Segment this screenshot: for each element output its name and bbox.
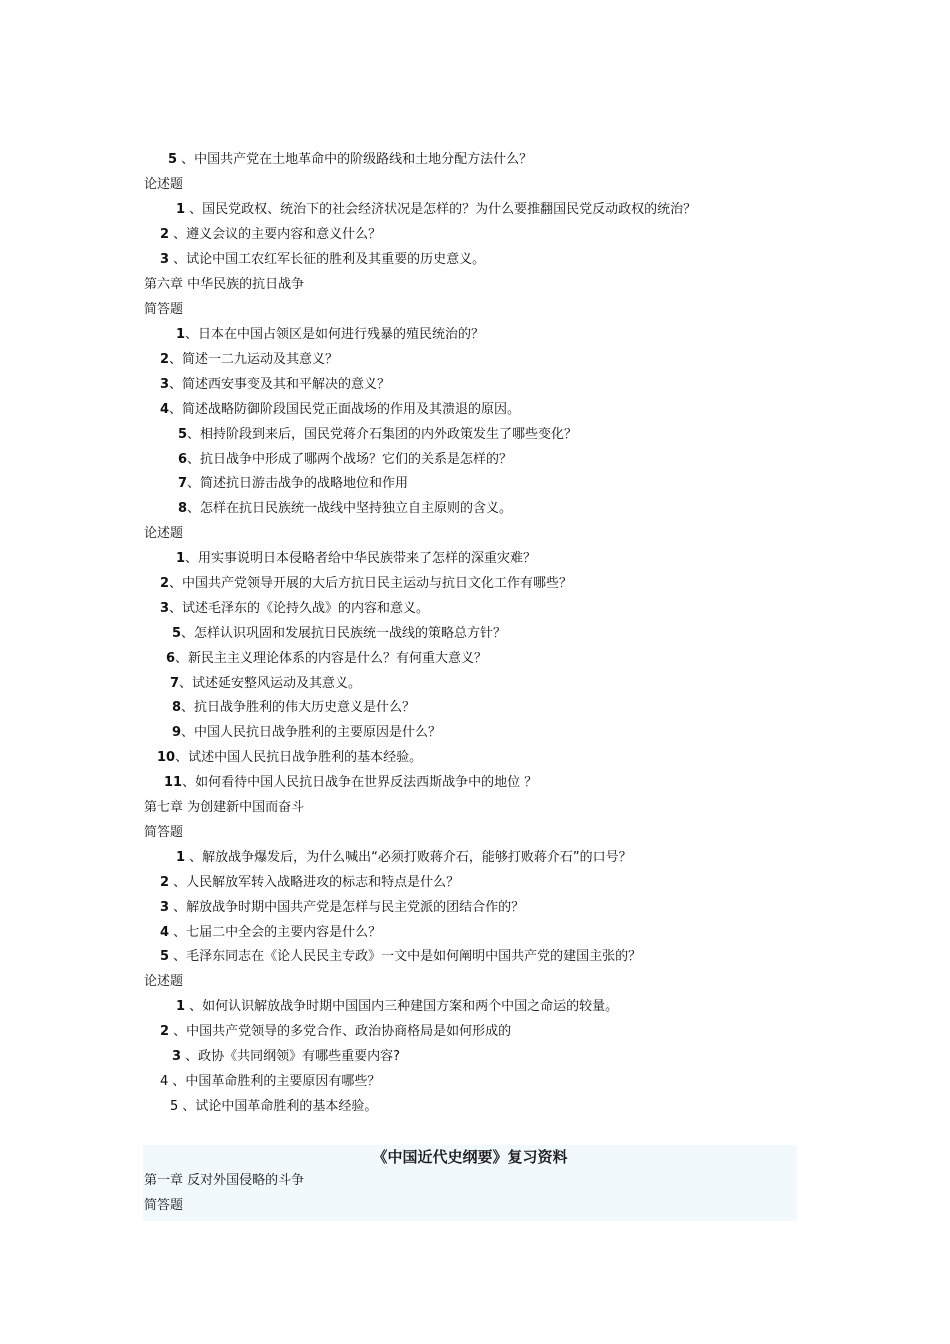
question-line: 4 、七届二中全会的主要内容是什么？ xyxy=(160,925,382,940)
chapter-title: 第七章 为创建新中国而奋斗 xyxy=(144,800,305,815)
question-line: 10、试述中国人民抗日战争胜利的基本经验。 xyxy=(157,750,423,765)
question-line: 5 、试论中国革命胜利的基本经验。 xyxy=(170,1099,378,1114)
section-label: 论述题 xyxy=(144,177,184,192)
question-line: 3 、政协《共同纲领》有哪些重要内容? xyxy=(172,1049,401,1064)
chapter-title: 第六章 中华民族的抗日战争 xyxy=(144,277,305,292)
question-line: 2 、中国共产党领导的多党合作、政治协商格局是如何形成的 xyxy=(160,1024,512,1039)
question-line: 5 、中国共产党在土地革命中的阶级路线和土地分配方法什么？ xyxy=(168,152,533,167)
question-line: 3 、试论中国工农红军长征的胜利及其重要的历史意义。 xyxy=(160,252,486,267)
question-line: 4、简述战略防御阶段国民党正面战场的作用及其溃退的原因。 xyxy=(160,402,521,417)
question-line: 1、日本在中国占领区是如何进行残暴的殖民统治的？ xyxy=(176,327,485,342)
question-line: 1 、国民党政权、统治下的社会经济状况是怎样的？为什么要推翻国民党反动政权的统治？ xyxy=(176,202,697,217)
question-line: 1 、解放战争爆发后，为什么喊出“必须打败蒋介石，能够打败蒋介石”的口号？ xyxy=(176,850,632,865)
question-line: 7、试述延安整风运动及其意义。 xyxy=(170,676,362,691)
question-line: 3 、解放战争时期中国共产党是怎样与民主党派的团结合作的？ xyxy=(160,900,525,915)
question-line: 5、怎样认识巩固和发展抗日民族统一战线的策略总方针？ xyxy=(172,626,507,641)
question-line: 8、怎样在抗日民族统一战线中坚持独立自主原则的含义。 xyxy=(178,501,513,516)
question-line: 3、试述毛泽东的《论持久战》的内容和意义。 xyxy=(160,601,430,616)
section-label: 简答题 xyxy=(144,1198,184,1213)
question-line: 3、简述西安事变及其和平解决的意义？ xyxy=(160,377,391,392)
question-line: 2 、人民解放军转入战略进攻的标志和特点是什么？ xyxy=(160,875,460,890)
question-line: 2、简述一二九运动及其意义？ xyxy=(160,352,339,367)
question-line: 5 、毛泽东同志在《论人民民主专政》一文中是如何阐明中国共产党的建国主张的？ xyxy=(160,949,642,964)
chapter-title: 第一章 反对外国侵略的斗争 xyxy=(144,1173,305,1188)
question-line: 6、新民主主义理论体系的内容是什么？有何重大意义？ xyxy=(166,651,488,666)
question-line: 6、抗日战争中形成了哪两个战场？它们的关系是怎样的？ xyxy=(178,452,513,467)
section-label: 论述题 xyxy=(144,526,184,541)
question-line: 11、如何看待中国人民抗日战争在世界反法西斯战争中的地位 ？ xyxy=(164,775,538,790)
section-label: 简答题 xyxy=(144,825,184,840)
review-title: 《中国近代史纲要》复习资料 xyxy=(372,1148,568,1166)
section-label: 论述题 xyxy=(144,974,184,989)
question-line: 9、中国人民抗日战争胜利的主要原因是什么？ xyxy=(172,725,442,740)
question-line: 7、简述抗日游击战争的战略地位和作用 xyxy=(178,476,409,491)
question-line: 5、相持阶段到来后，国民党蒋介石集团的内外政策发生了哪些变化？ xyxy=(178,427,578,442)
question-line: 8、抗日战争胜利的伟大历史意义是什么？ xyxy=(172,700,416,715)
question-line: 4 、中国革命胜利的主要原因有哪些？ xyxy=(160,1074,381,1089)
question-line: 1 、如何认识解放战争时期中国国内三种建国方案和两个中国之命运的较量。 xyxy=(176,999,619,1014)
section-label: 简答题 xyxy=(144,302,184,317)
question-line: 1、用实事说明日本侵略者给中华民族带来了怎样的深重灾难？ xyxy=(176,551,537,566)
question-line: 2、中国共产党领导开展的大后方抗日民主运动与抗日文化工作有哪些？ xyxy=(160,576,573,591)
question-line: 2 、遵义会议的主要内容和意义什么？ xyxy=(160,227,382,242)
